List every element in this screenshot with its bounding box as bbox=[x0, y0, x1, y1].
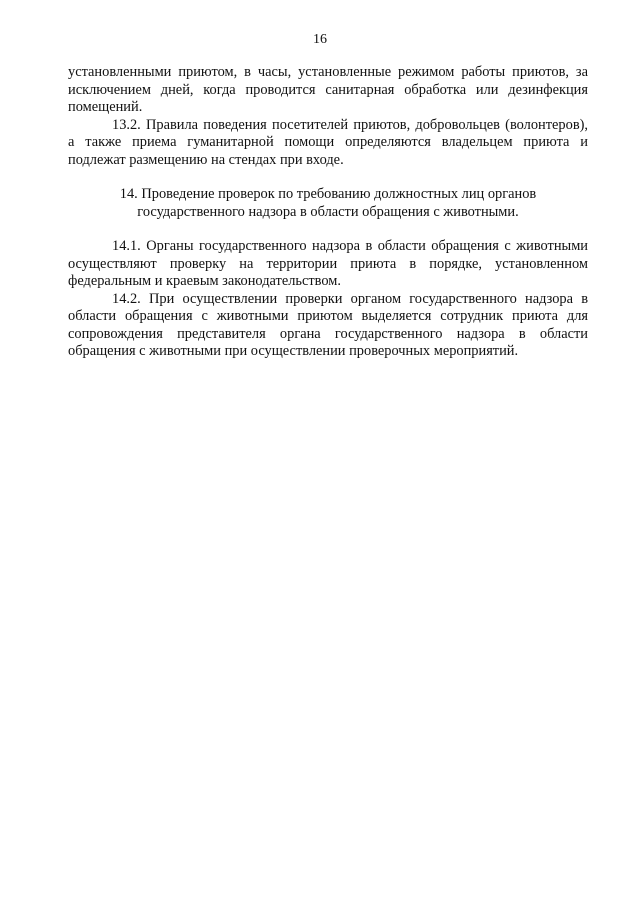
paragraph-14-1: 14.1. Органы государственного надзора в области обращения с животными осуществляют проверку на территории приюта в порядке, установленном федеральным и краевым законодательством. bbox=[68, 238, 588, 289]
section-14-heading-line-1: 14. Проведение проверок по требованию должностных лиц органов bbox=[119, 186, 537, 202]
page-number: 16 bbox=[313, 32, 327, 47]
section-13-text bbox=[68, 64, 588, 169]
paragraph-14-2: 14.2. При осуществлении проверки органом государственного надзора в области обращения с животными приютом выделяется сотрудник приюта для сопровождения представителя органа государственного надзора в области обращения с животными при осуществлении проверочных мероприятий. bbox=[68, 290, 588, 359]
section-14-heading bbox=[68, 186, 588, 221]
paragraph-13-2: 13.2. Правила поведения посетителей приютов, добровольцев (волонтеров), а также приема гуманитарной помощи определяются владельцем приюта и подлежат размещению на стендах при входе. bbox=[68, 116, 588, 168]
section-14-heading-line-2: государственного надзора в области обращения с животными. bbox=[137, 203, 519, 220]
continuation-paragraph: установленными приютом, в часы, установленные режимом работы приютов, за исключением дней, когда проводится санитарная обработка или дезинфекция помещений. bbox=[68, 64, 588, 115]
section-14-text bbox=[68, 238, 588, 361]
